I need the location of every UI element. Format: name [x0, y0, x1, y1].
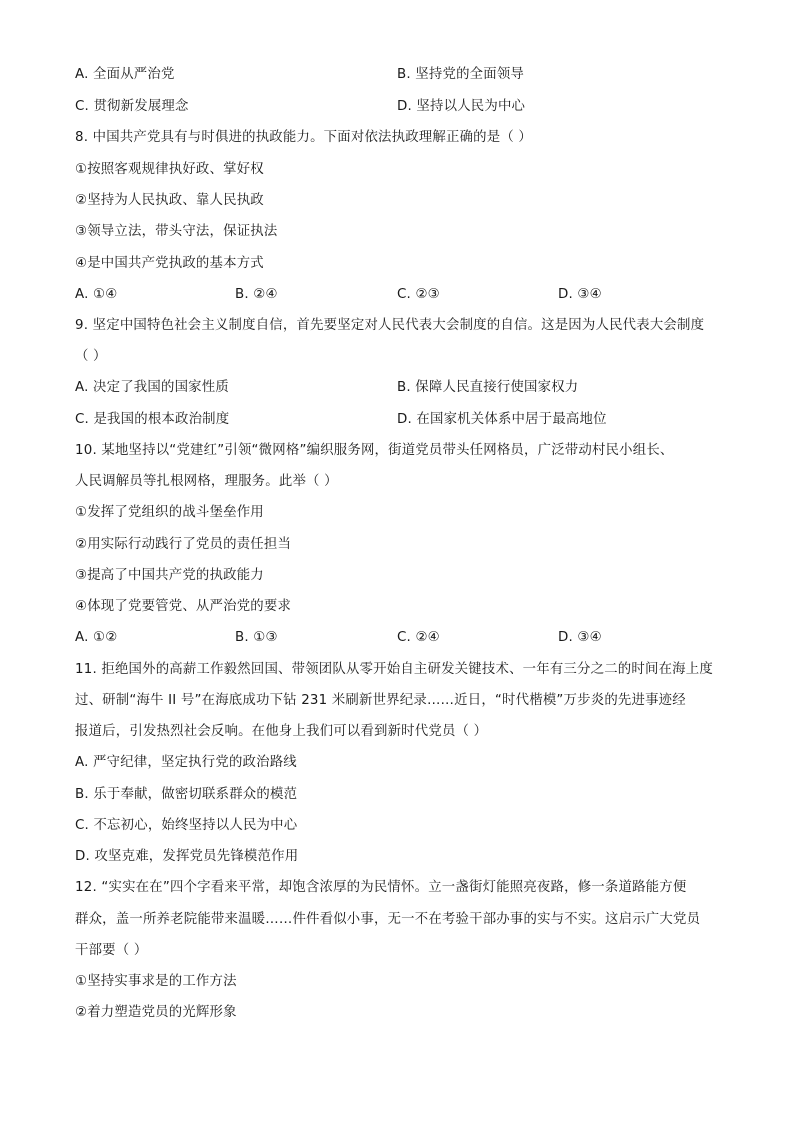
q8-option-d: D. ③④: [558, 287, 602, 302]
q10-option-c: C. ②④: [397, 630, 440, 645]
q8-stem: 8. 中国共产党具有与时俱进的执政能力。下面对依法执政理解正确的是（ ）: [75, 130, 532, 145]
q8-item-4: ④是中国共产党执政的基本方式: [75, 256, 264, 271]
q11-stem-line-1: 11. 拒绝国外的高薪工作毅然回国、带领团队从零开始自主研发关键技术、一年有三分之二的时间在海上度: [75, 662, 713, 677]
q10-item-4: ④体现了党要管党、从严治党的要求: [75, 599, 292, 614]
q7-option-a: A. 全面从严治党: [75, 67, 175, 82]
q11-option-c: C. 不忘初心，始终坚持以人民为中心: [75, 818, 298, 833]
q10-item-3: ③提高了中国共产党的执政能力: [75, 568, 264, 583]
q12-item-2: ②着力塑造党员的光辉形象: [75, 1005, 237, 1020]
q9-option-a: A. 决定了我国的国家性质: [75, 380, 229, 395]
q9-stem-line-1: 9. 坚定中国特色社会主义制度自信，首先要坚定对人民代表大会制度的自信。这是因为人民代表大会制度: [75, 318, 705, 333]
q8-option-b: B. ②④: [235, 287, 278, 302]
q10-stem-line-1: 10. 某地坚持以“党建红”引领“微网格”编织服务网，街道党员带头任网格员，广泛带动村民小组长、: [75, 443, 674, 458]
q8-item-1: ①按照客观规律执好政、掌好权: [75, 162, 264, 177]
q11-option-a: A. 严守纪律，坚定执行党的政治路线: [75, 755, 297, 770]
q9-option-b: B. 保障人民直接行使国家权力: [397, 380, 579, 395]
q12-stem-line-2: 群众，盖一所养老院能带来温暖……件件看似小事，无一不在考验干部办事的实与不实。这启示广大党员: [75, 912, 701, 927]
q8-option-c: C. ②③: [397, 287, 440, 302]
q8-item-2: ②坚持为人民执政、靠人民执政: [75, 193, 264, 208]
q12-stem-line-1: 12. “实实在在”四个字看来平常，却饱含浓厚的为民情怀。立一盏街灯能照亮夜路，修一条道路能方便: [75, 880, 687, 895]
q7-option-b: B. 坚持党的全面领导: [397, 67, 525, 82]
q7-option-d: D. 坚持以人民为中心: [397, 99, 526, 114]
q12-stem-line-3: 干部要（ ）: [75, 943, 148, 958]
q11-option-d: D. 攻坚克难，发挥党员先锋模范作用: [75, 849, 299, 864]
q8-item-3: ③领导立法，带头守法，保证执法: [75, 224, 278, 239]
q10-option-d: D. ③④: [558, 630, 602, 645]
q11-stem-line-3: 报道后，引发热烈社会反响。在他身上我们可以看到新时代党员（ ）: [75, 724, 488, 739]
q10-option-b: B. ①③: [235, 630, 278, 645]
q10-item-2: ②用实际行动践行了党员的责任担当: [75, 537, 292, 552]
q10-stem-line-2: 人民调解员等扎根网格，理服务。此举（ ）: [75, 474, 338, 489]
q8-option-a: A. ①④: [75, 287, 118, 302]
q7-option-c: C. 贯彻新发展理念: [75, 99, 189, 114]
q10-item-1: ①发挥了党组织的战斗堡垒作用: [75, 505, 264, 520]
q10-option-a: A. ①②: [75, 630, 118, 645]
q9-stem-line-2: （ ）: [75, 349, 107, 364]
q9-option-d: D. 在国家机关体系中居于最高地位: [397, 412, 607, 427]
q11-option-b: B. 乐于奉献，做密切联系群众的模范: [75, 787, 298, 802]
q12-item-1: ①坚持实事求是的工作方法: [75, 974, 237, 989]
q11-stem-line-2: 过、研制“海牛 II 号”在海底成功下钻 231 米刷新世界纪录……近日，“时代楷模”万步炎的先进事迹经: [75, 693, 686, 708]
q9-option-c: C. 是我国的根本政治制度: [75, 412, 230, 427]
